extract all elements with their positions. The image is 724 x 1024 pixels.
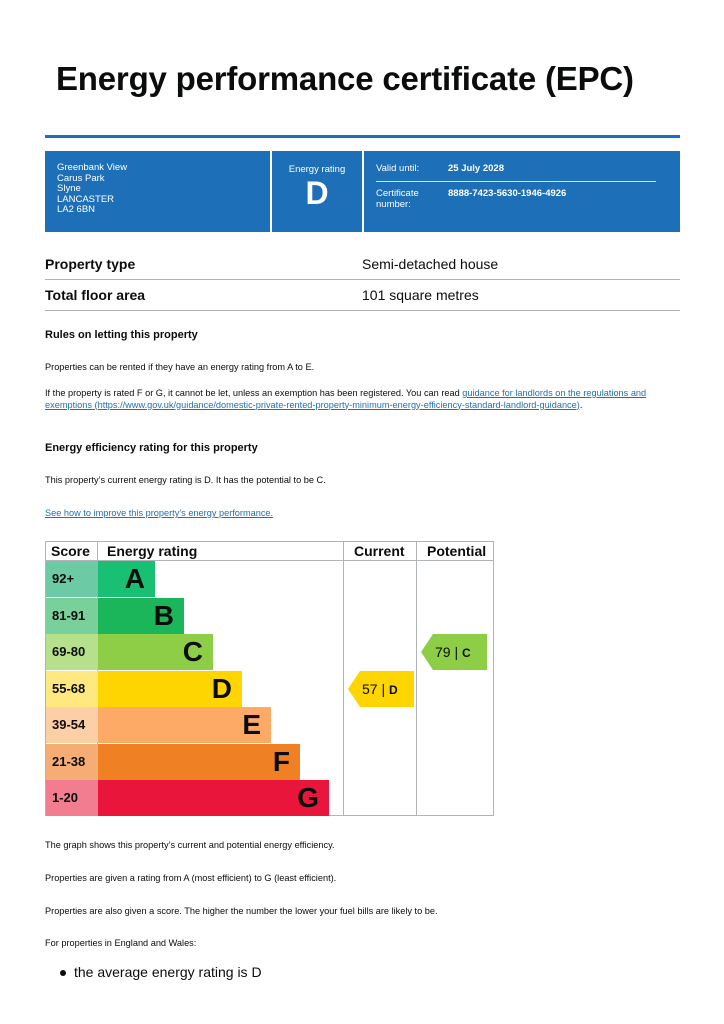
certificate-label-line: number: — [376, 199, 411, 210]
potential-letter: C — [462, 646, 471, 660]
letting-text: If the property is rated F or G, it cannot be let, unless an exemption has been registered. You can read — [45, 388, 463, 398]
energy-rating-chart — [45, 541, 494, 816]
rating-band-letter: F — [272, 745, 290, 777]
property-type-row — [45, 249, 680, 280]
floor-area-label: Total floor area — [45, 287, 146, 303]
potential-header: Potential — [427, 543, 487, 559]
current-letter: D — [389, 682, 398, 697]
rating-band-letter: E — [242, 709, 261, 740]
summary-inner-divider — [376, 181, 656, 182]
score-range-g: 1-20 — [46, 780, 98, 816]
score-range-f: 21-38 — [46, 744, 98, 780]
score-range-b: 81-91 — [46, 598, 98, 634]
average-rating-text: the average energy rating is D — [74, 964, 262, 980]
current-header: Current — [354, 543, 405, 559]
summary-divider — [362, 151, 364, 232]
rating-band-d — [98, 671, 242, 707]
efficiency-heading: Energy efficiency rating for this property — [45, 442, 258, 454]
efficiency-paragraph: This property’s current energy rating is D. It has the potential to be C. — [45, 475, 326, 485]
rating-band-letter: G — [297, 782, 319, 813]
certificate-number-label — [376, 188, 436, 210]
floor-area-row — [45, 280, 680, 311]
score-header: Score — [51, 543, 90, 559]
letting-paragraph-2 — [45, 388, 675, 411]
rating-scale-note: Properties are given a rating from A (most efficient) to G (least efficient). — [45, 873, 337, 883]
certificate-label-line: Certificate — [376, 188, 419, 199]
bullet-dot — [60, 970, 66, 976]
rating-band-c — [98, 634, 213, 670]
rating-band-letter: C — [182, 636, 203, 667]
page-title: Energy performance certificate (EPC) — [56, 60, 634, 97]
score-range-c: 69-80 — [46, 634, 98, 670]
score-range-d: 55-68 — [46, 671, 98, 707]
graph-note: The graph shows this property’s current and potential energy efficiency. — [45, 840, 335, 850]
score-note: Properties are also given a score. The higher the number the lower your fuel bills are likely to be. — [45, 906, 438, 916]
address-line: Slyne — [57, 183, 81, 195]
address-line: Carus Park — [57, 172, 105, 184]
property-address — [57, 163, 127, 216]
address-line: LA2 6BN — [57, 204, 96, 216]
property-type-value: Semi-detached house — [362, 256, 499, 272]
current-rating-text — [362, 671, 398, 707]
landlord-guidance-link-continued[interactable]: exemptions (https://www.gov.uk/guidance/domestic-private-rented-property-minimum-energy-efficiency-standard-landlord-guidance) — [45, 399, 580, 410]
certificate-number-value: 8888-7423-5630-1946-4926 — [448, 188, 567, 199]
address-line: LANCASTER — [57, 193, 115, 205]
rating-band-f — [98, 744, 300, 780]
landlord-guidance-link[interactable]: guidance for landlords on the regulations and — [462, 388, 647, 398]
rating-band-e — [98, 707, 271, 743]
letting-text-end: . — [579, 399, 583, 410]
chart-column-divider — [416, 542, 417, 815]
valid-until-value: 25 July 2028 — [448, 163, 504, 174]
energy-rating-value: D — [305, 175, 329, 211]
title-divider — [45, 135, 680, 138]
rating-band-a — [98, 561, 155, 597]
rating-band-letter: B — [153, 599, 174, 631]
improve-performance-link[interactable]: See how to improve this property’s energy performance. — [45, 508, 274, 518]
floor-area-value: 101 square metres — [362, 287, 479, 303]
rating-band-b — [98, 598, 184, 634]
letting-paragraph-1: Properties can be rented if they have an energy rating from A to E. — [45, 362, 315, 372]
current-rating-arrow — [348, 671, 414, 707]
potential-rating-arrow — [421, 634, 487, 670]
address-line: Greenbank View — [57, 162, 128, 173]
england-wales-note: For properties in England and Wales: — [45, 938, 197, 948]
energy-rating-label: Energy rating — [288, 164, 346, 175]
score-range-a: 92+ — [46, 561, 98, 597]
rating-band-letter: A — [124, 563, 145, 594]
letting-rules-heading: Rules on letting this property — [45, 329, 198, 341]
improve-link-wrap — [45, 508, 675, 520]
property-type-label: Property type — [45, 256, 136, 272]
rating-band-g — [98, 780, 329, 816]
potential-score: 79 | — [435, 644, 459, 660]
potential-rating-text — [435, 634, 471, 670]
chart-column-divider — [343, 542, 344, 815]
rating-band-letter: D — [211, 672, 232, 704]
valid-until-label: Valid until: — [376, 163, 420, 174]
energy-rating-header: Energy rating — [107, 543, 198, 559]
current-score: 57 | — [362, 680, 386, 697]
certificate-summary-box — [45, 151, 680, 232]
score-range-e: 39-54 — [46, 707, 98, 743]
